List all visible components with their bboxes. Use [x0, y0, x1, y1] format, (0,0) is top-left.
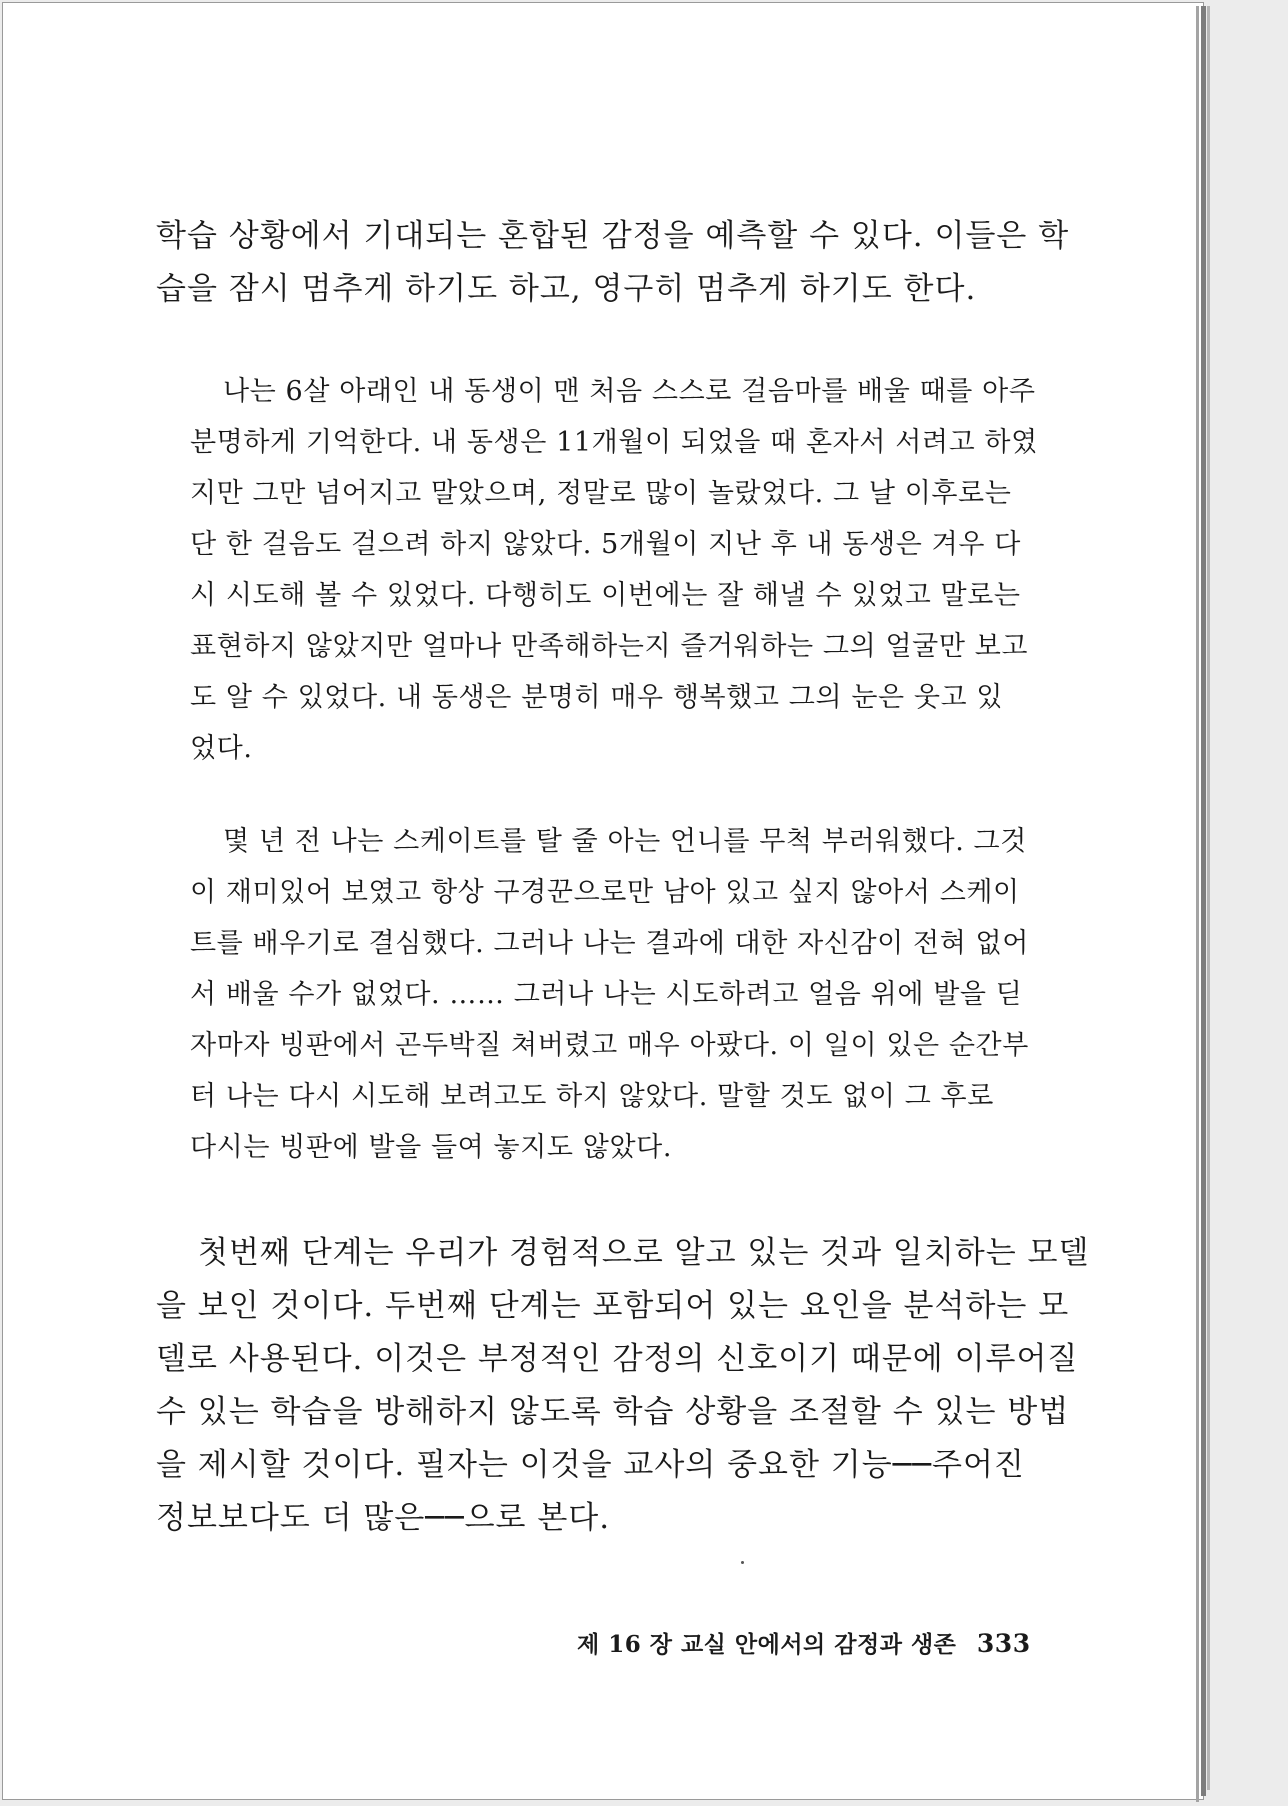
quote-line: 표현하지 않았지만 얼마나 만족해하는지 즐거워하는 그의 얼굴만 보고	[190, 631, 1029, 662]
quote-line: 터 나는 다시 시도해 보려고도 하지 않았다. 말할 것도 없이 그 후로	[190, 1081, 994, 1112]
bottom-paragraph	[156, 1227, 1089, 1545]
paragraph-line: 을 보인 것이다. 두번째 단계는 포함되어 있는 요인을 분석하는 모	[156, 1288, 1070, 1324]
quote-line: 자마자 빙판에서 곤두박질 쳐버렸고 매우 아팠다. 이 일이 있은 순간부	[190, 1030, 1029, 1061]
page-number: 333	[976, 1629, 1031, 1658]
paragraph-line: 정보보다도 더 많은──으로 본다.	[156, 1500, 611, 1536]
quote-line: 몇 년 전 나는 스케이트를 탈 줄 아는 언니를 무척 부러워했다. 그것	[223, 826, 1027, 857]
top-paragraph	[156, 210, 1069, 316]
quote-line: 시 시도해 볼 수 있었다. 다행히도 이번에는 잘 해낼 수 있었고 말로는	[190, 580, 1021, 611]
quote-line: 도 알 수 있었다. 내 동생은 분명히 매우 행복했고 그의 눈은 웃고 있	[190, 682, 1004, 713]
quote-line: 다시는 빙판에 발을 들여 놓지도 않았다.	[190, 1132, 673, 1163]
paragraph-line: 첫번째 단계는 우리가 경험적으로 알고 있는 것과 일치하는 모델	[198, 1235, 1090, 1271]
quote-line: 서 배울 수가 없었다. …… 그러나 나는 시도하려고 얼음 위에 발을 딛	[190, 979, 1023, 1010]
page-footer	[577, 1626, 1031, 1659]
quote-block-skating	[190, 816, 1029, 1173]
running-head: 제 16 장 교실 안에서의 감정과 생존	[577, 1631, 957, 1658]
paragraph-line: 델로 사용된다. 이것은 부정적인 감정의 신호이기 때문에 이루어질	[156, 1341, 1079, 1377]
quote-block-walking	[190, 366, 1038, 774]
quote-line: 분명하게 기억한다. 내 동생은 11개월이 되었을 때 혼자서 서려고 하였	[190, 427, 1038, 458]
quote-line: 이 재미있어 보였고 항상 구경꾼으로만 남아 있고 싶지 않아서 스케이	[190, 877, 1020, 908]
page-edge	[1201, 6, 1206, 1796]
page-edge	[1196, 6, 1199, 1802]
paragraph-line: 학습 상황에서 기대되는 혼합된 감정을 예측할 수 있다. 이들은 학	[156, 218, 1070, 254]
quote-line: 트를 배우기로 결심했다. 그러나 나는 결과에 대한 자신감이 전혀 없어	[190, 928, 1029, 959]
quote-line: 단 한 걸음도 걸으려 하지 않았다. 5개월이 지난 후 내 동생은 겨우 다	[190, 529, 1021, 560]
paragraph-line: 습을 잠시 멈추게 하기도 하고, 영구히 멈추게 하기도 한다.	[156, 271, 977, 307]
quote-line: 지만 그만 넘어지고 말았으며, 정말로 많이 놀랐었다. 그 날 이후로는	[190, 478, 1012, 509]
quote-line: 었다.	[190, 733, 253, 764]
speck-mark	[741, 1561, 744, 1564]
quote-line: 나는 6살 아래인 내 동생이 맨 처음 스스로 걸음마를 배울 때를 아주	[223, 376, 1036, 407]
paragraph-line: 수 있는 학습을 방해하지 않도록 학습 상황을 조절할 수 있는 방법	[156, 1394, 1070, 1430]
paragraph-line: 을 제시할 것이다. 필자는 이것을 교사의 중요한 기능──주어진	[156, 1447, 1025, 1483]
page-edge	[1207, 6, 1210, 1790]
